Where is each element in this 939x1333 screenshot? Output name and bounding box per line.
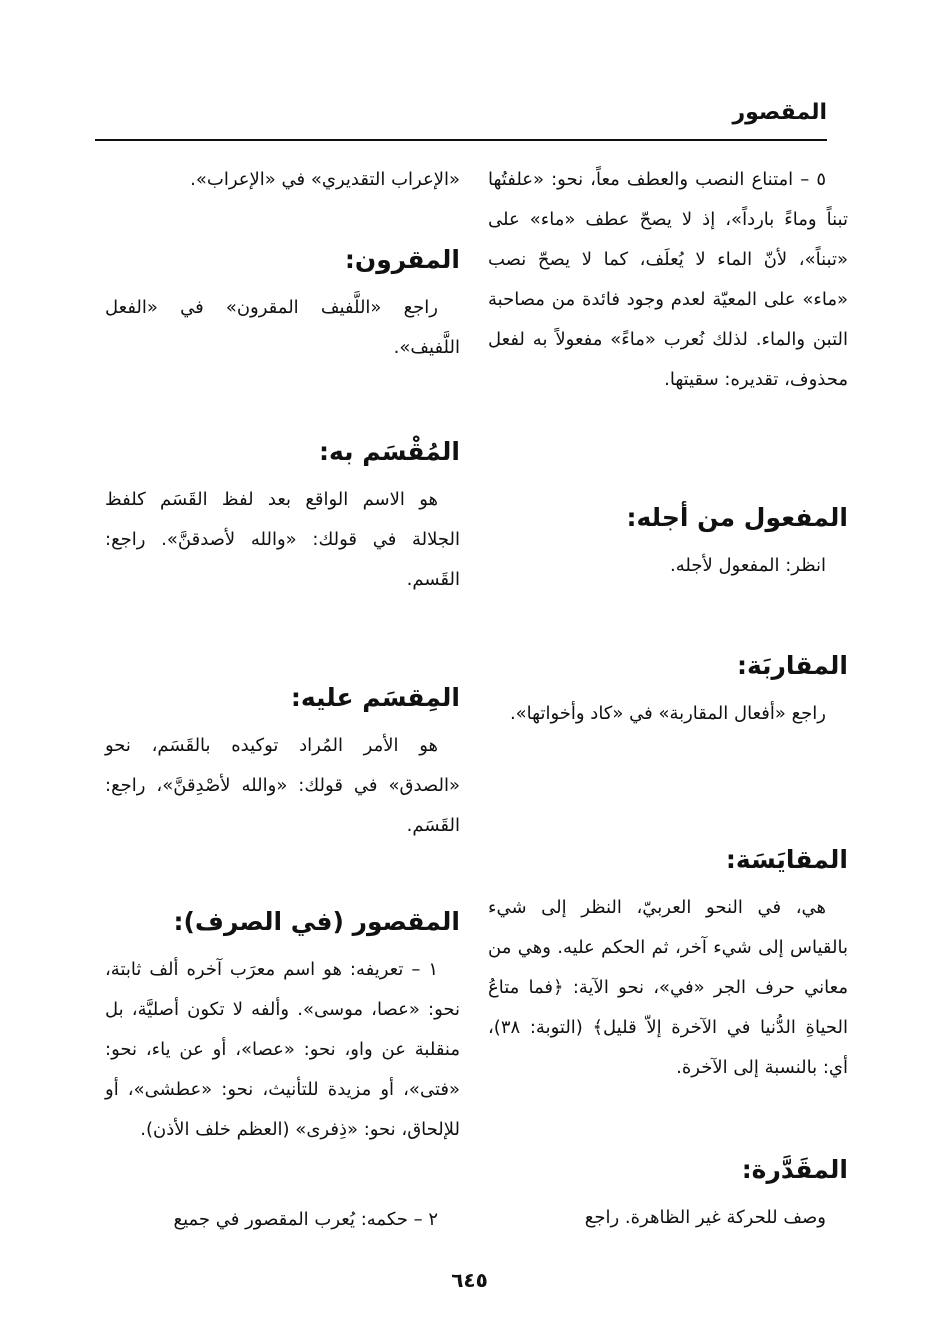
- entry-term: المقصور (في الصرف):: [173, 907, 460, 936]
- entry: [488, 840, 848, 1088]
- entry: [105, 432, 460, 600]
- entry-body: ١ – تعريفه: هو اسم معرَب آخره ألف ثابتة، نحو: «عصا، موسى». وألفه لا تكون أصليَّة، بل منقلبة عن واو، نحو: «عصا»، أو عن ياء، نحو: «فتى»، أو مزيدة للتأنيث، نحو: «عطشى»، أو للإلحاق، نحو: «ذِفرى» (العظم خلف الأذن).: [105, 959, 460, 1140]
- page-header: [95, 100, 827, 136]
- continuation-text: ٥ – امتناع النصب والعطف معاً، نحو: «علفتُها تبناً وماءً بارداً»، إذ لا يصحّ عطف «ماء» على «تبناً»، لأنّ الماء لا يُعلَف، كما لا يصحّ نصب «ماء» على المعيّة لعدم وجود فائدة من مصاحبة التبن والماء. لذلك نُعرب «ماءً» مفعولاً به لفعل محذوف، تقديره: سقيتها.: [488, 169, 848, 390]
- entry-body: وصف للحركة غير الظاهرة. راجع: [584, 1207, 826, 1228]
- entry-term: المقرون:: [344, 245, 460, 274]
- entry: [488, 646, 848, 734]
- entry-body: انظر: المفعول لأجله.: [670, 555, 826, 576]
- entry-term: المِقسَم عليه:: [290, 683, 460, 712]
- entry-body: راجع «اللَّفيف المقرون» في «الفعل اللَّفيف».: [105, 297, 460, 358]
- entry: [105, 1200, 460, 1240]
- entry-term: المقاربَة:: [736, 651, 848, 680]
- entry-body: هو الاسم الواقع بعد لفظ القَسَم كلفظ الجلالة في قولك: «والله لأصدقنَّ». راجع: القَسم.: [105, 489, 460, 590]
- page-number: ٦٤٥: [451, 1268, 488, 1292]
- entry-continuation: [105, 160, 460, 200]
- entry: [488, 1150, 848, 1238]
- entry: [105, 678, 460, 846]
- entry: [105, 240, 460, 368]
- continuation-text: «الإعراب التقديري» في «الإعراب».: [190, 169, 460, 190]
- entry-term: المقايَسَة:: [725, 845, 848, 874]
- entry-body: هو الأمر المُراد توكيده بالقَسَم، نحو «الصدق» في قولك: «والله لأصْدِقنَّ»، راجع: القَسَم.: [105, 735, 460, 836]
- entry-term: المقَدَّرة:: [741, 1155, 848, 1184]
- entry-body: راجع «أفعال المقاربة» في «كاد وأخواتها».: [509, 703, 826, 724]
- entry: [488, 498, 848, 586]
- entry-term: المفعول من أجله:: [626, 503, 848, 532]
- entry-body: هي، في النحو العربيّ، النظر إلى شيء بالقياس إلى شيء آخر، ثم الحكم عليه. وهي من معاني حرف الجر «في»، نحو الآية: ﴿فما متاعُ الحياةِ الدُّنيا في الآخرة إلاّ قليل﴾ (التوبة: ٣٨)، أي: بالنسبة إلى الآخرة.: [488, 897, 848, 1078]
- running-head: المقصور: [732, 100, 827, 125]
- entry-term: المُقْسَم به:: [318, 437, 460, 466]
- entry-continuation: [488, 160, 848, 400]
- header-rule: [95, 139, 827, 141]
- entry-body: ٢ – حكمه: يُعرب المقصور في جميع: [173, 1209, 438, 1230]
- entry: [105, 902, 460, 1150]
